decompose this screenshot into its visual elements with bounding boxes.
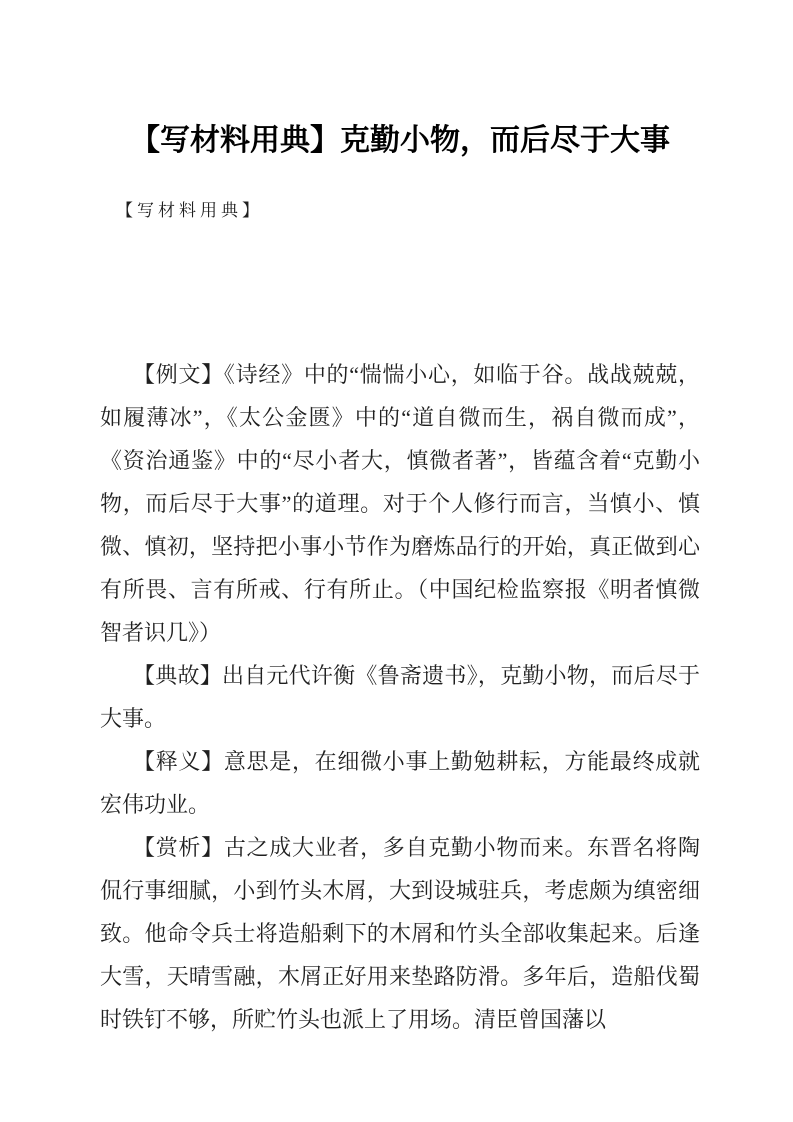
paragraph-appreciation: 【赏析】古之成大业者，多自克勤小物而来。东晋名将陶侃行事细腻，小到竹头木屑，大到设城驻兵，考虑颇为缜密细致。他命令兵士将造船剩下的木屑和竹头全部收集起来。后逢大雪，天晴雪融，木屑正好用来垫路防滑。多年后，造船伐蜀时铁钉不够，所贮竹头也派上了用场。清臣曾国藩以 — [100, 835, 700, 1032]
document-subtitle: 【写材料用典】 — [116, 201, 263, 220]
paragraph-interpretation: 【释义】意思是，在细微小事上勤勉耕耘，方能最终成就宏伟功业。 — [100, 749, 700, 817]
paragraph-example: 【例文】《诗经》中的“惴惴小心，如临于谷。战战兢兢，如履薄冰”，《太公金匮》中的“道自微而生，祸自微而成”，《资治通鉴》中的“尽小者大，慎微者著”，皆蕴含着“克勤小物，而后尽于大事”的道理。对于个人修行而言，当慎小、慎微、慎初，坚持把小事小节作为磨炼品行的开始，真正做到心有所畏、言有所戒、行有所止。（中国纪检监察报《明者慎微 智者识几》） — [100, 362, 700, 645]
document-title: 【写材料用典】克勤小物，而后尽于大事 — [130, 124, 670, 157]
document-body — [100, 353, 700, 1041]
paragraph-allusion: 【典故】出自元代许衡《鲁斋遗书》，克勤小物，而后尽于大事。 — [100, 663, 700, 731]
